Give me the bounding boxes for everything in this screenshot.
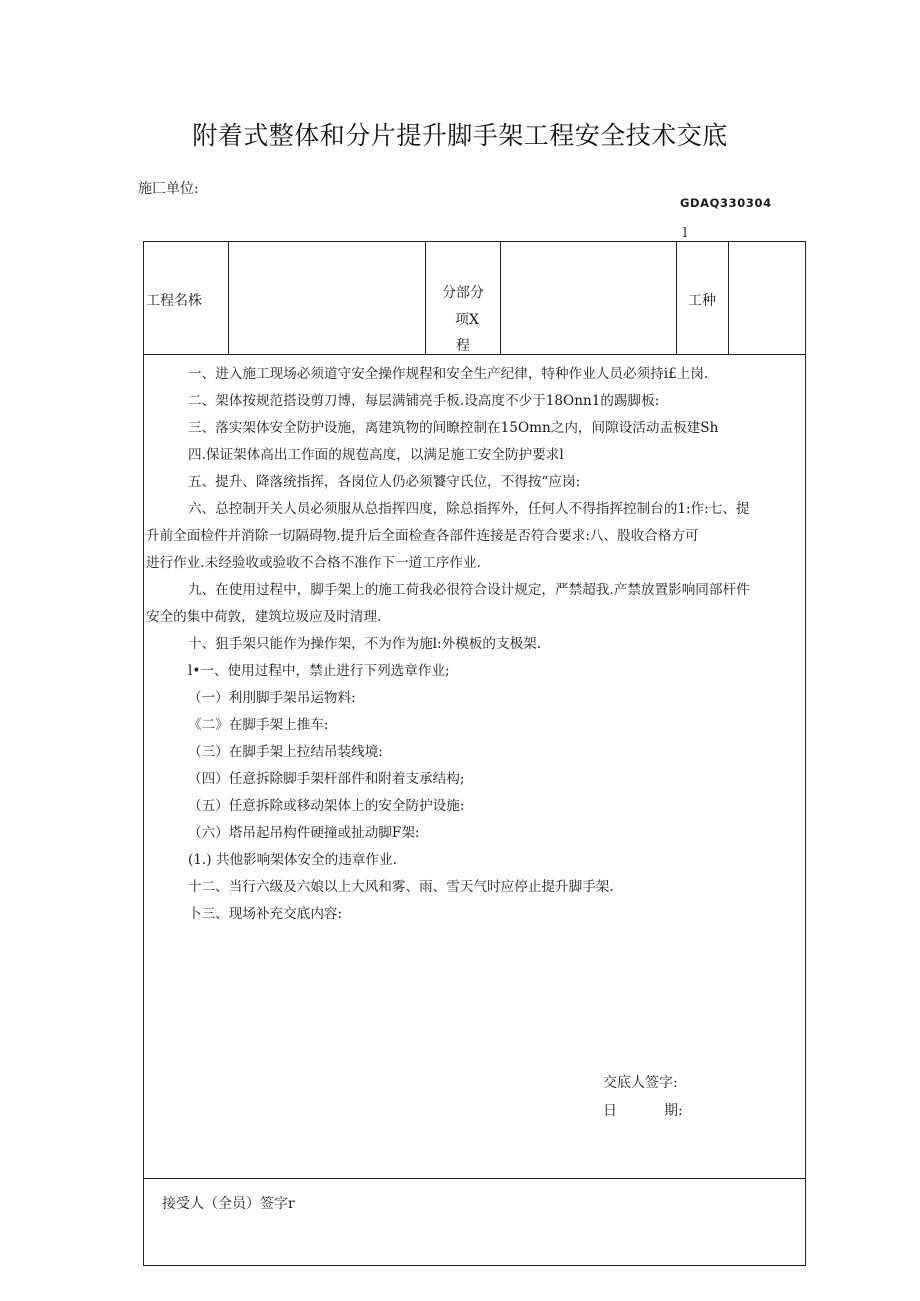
sub-project-label-line3: 程 bbox=[456, 338, 470, 354]
content-line: 《二》在脚手架上推车: bbox=[188, 717, 329, 733]
content-line: （一）利刖脚手架吊运物料: bbox=[188, 690, 356, 706]
content-line: 四.保证架体高出工作面的规苞高度，以满足施工安全防护要求l bbox=[188, 447, 564, 463]
content-line: 五、提升、降落统指挥，各岗位人仍必须饕守氏位，不得按“应岗: bbox=[188, 474, 581, 490]
content-line: 二、架体按规范搭设剪刀博，每层满铺亮手板.设高度不少于18Onn1的踢脚板: bbox=[188, 393, 660, 409]
content-line: 三、落实架体安全防护设施，离建筑物的间瞭控制在15Omn之内，间隙设活动盂板建Sh bbox=[188, 420, 719, 436]
content-line: （三）在脚手架上拉结吊装线境: bbox=[188, 744, 383, 760]
table-border-bottom bbox=[143, 1265, 806, 1266]
content-line: 安全的集中荷敦，建筑垃圾应及时清理. bbox=[146, 609, 382, 625]
header-col-divider-4 bbox=[676, 241, 677, 355]
date-label-b: 期: bbox=[664, 1103, 683, 1119]
form-code: GDAQ330304 bbox=[680, 196, 772, 210]
document-title: 附着式整体和分片提升脚手架工程安全技术交底 bbox=[192, 121, 728, 150]
content-line: 进行作业.未经验收或验收不合格不准作下一道工序作业. bbox=[146, 555, 481, 571]
content-line: （六）塔吊起吊构件硬撞或扯动脚F架: bbox=[188, 825, 420, 841]
content-line: 六、总控制开关人员必须服从总指挥四度，除总指挥外，任何人不得指挥控制台的1:作:七、提 bbox=[188, 501, 750, 517]
content-line: (1.) 共他影响架体安全的违章作业. bbox=[188, 852, 397, 868]
content-line: 升前全面检件并消除一切隔碍物.提升后全面检查各部件连接是否符合要求:八、股收合格方可 bbox=[146, 528, 699, 544]
content-line: 卜三、现场补充交底内容: bbox=[188, 906, 343, 922]
discloser-signature-label: 交底人签字: bbox=[603, 1075, 678, 1091]
content-line: 十、狙手架只能作为操作架，不为作为施l:外模板的支极架. bbox=[188, 636, 542, 652]
content-line: （四）任意拆除脚手架杆部件和附着支承结构; bbox=[188, 771, 465, 787]
content-line: 十二、当行六级及六娘以上大风和雾、雨、雪天气时应停止提升脚手架. bbox=[188, 879, 614, 895]
work-type-field[interactable] bbox=[729, 242, 804, 354]
sub-project-field[interactable] bbox=[501, 242, 675, 354]
date-label-a: 日 bbox=[603, 1103, 617, 1119]
table-border-right bbox=[805, 241, 806, 1266]
header-col-divider-2 bbox=[425, 241, 426, 355]
work-type-label: 工种 bbox=[688, 293, 716, 309]
tick-mark: l bbox=[683, 226, 688, 241]
content-line: l•一、使用过程中，禁止进行下列选章作业; bbox=[188, 663, 450, 679]
project-name-label: 工程名株 bbox=[146, 293, 202, 309]
construction-unit-label: 施匚单位: bbox=[138, 181, 199, 197]
content-line: 九、在使用过程中，脚手架上的施工荷我必很符合设计规定，严禁超我.产禁放置影响同部杆件 bbox=[188, 582, 750, 598]
sub-project-label-line2: 项X bbox=[455, 312, 479, 328]
project-name-field[interactable] bbox=[228, 242, 424, 354]
receiver-signature-field[interactable] bbox=[144, 1179, 805, 1265]
receiver-signature-label: 接受人（全员）签字r bbox=[162, 1196, 295, 1212]
content-line: （五）任意拆除或移动架体上的安全防护设施: bbox=[188, 798, 465, 814]
header-row-divider bbox=[143, 354, 806, 355]
disclosure-content bbox=[143, 361, 805, 928]
sub-project-label-line1: 分部分 bbox=[442, 285, 484, 301]
content-line: 一、进入施工现场必须道守安全操作规程和安全生产纪律，特种作业人员必须持i£上岗. bbox=[188, 366, 709, 382]
